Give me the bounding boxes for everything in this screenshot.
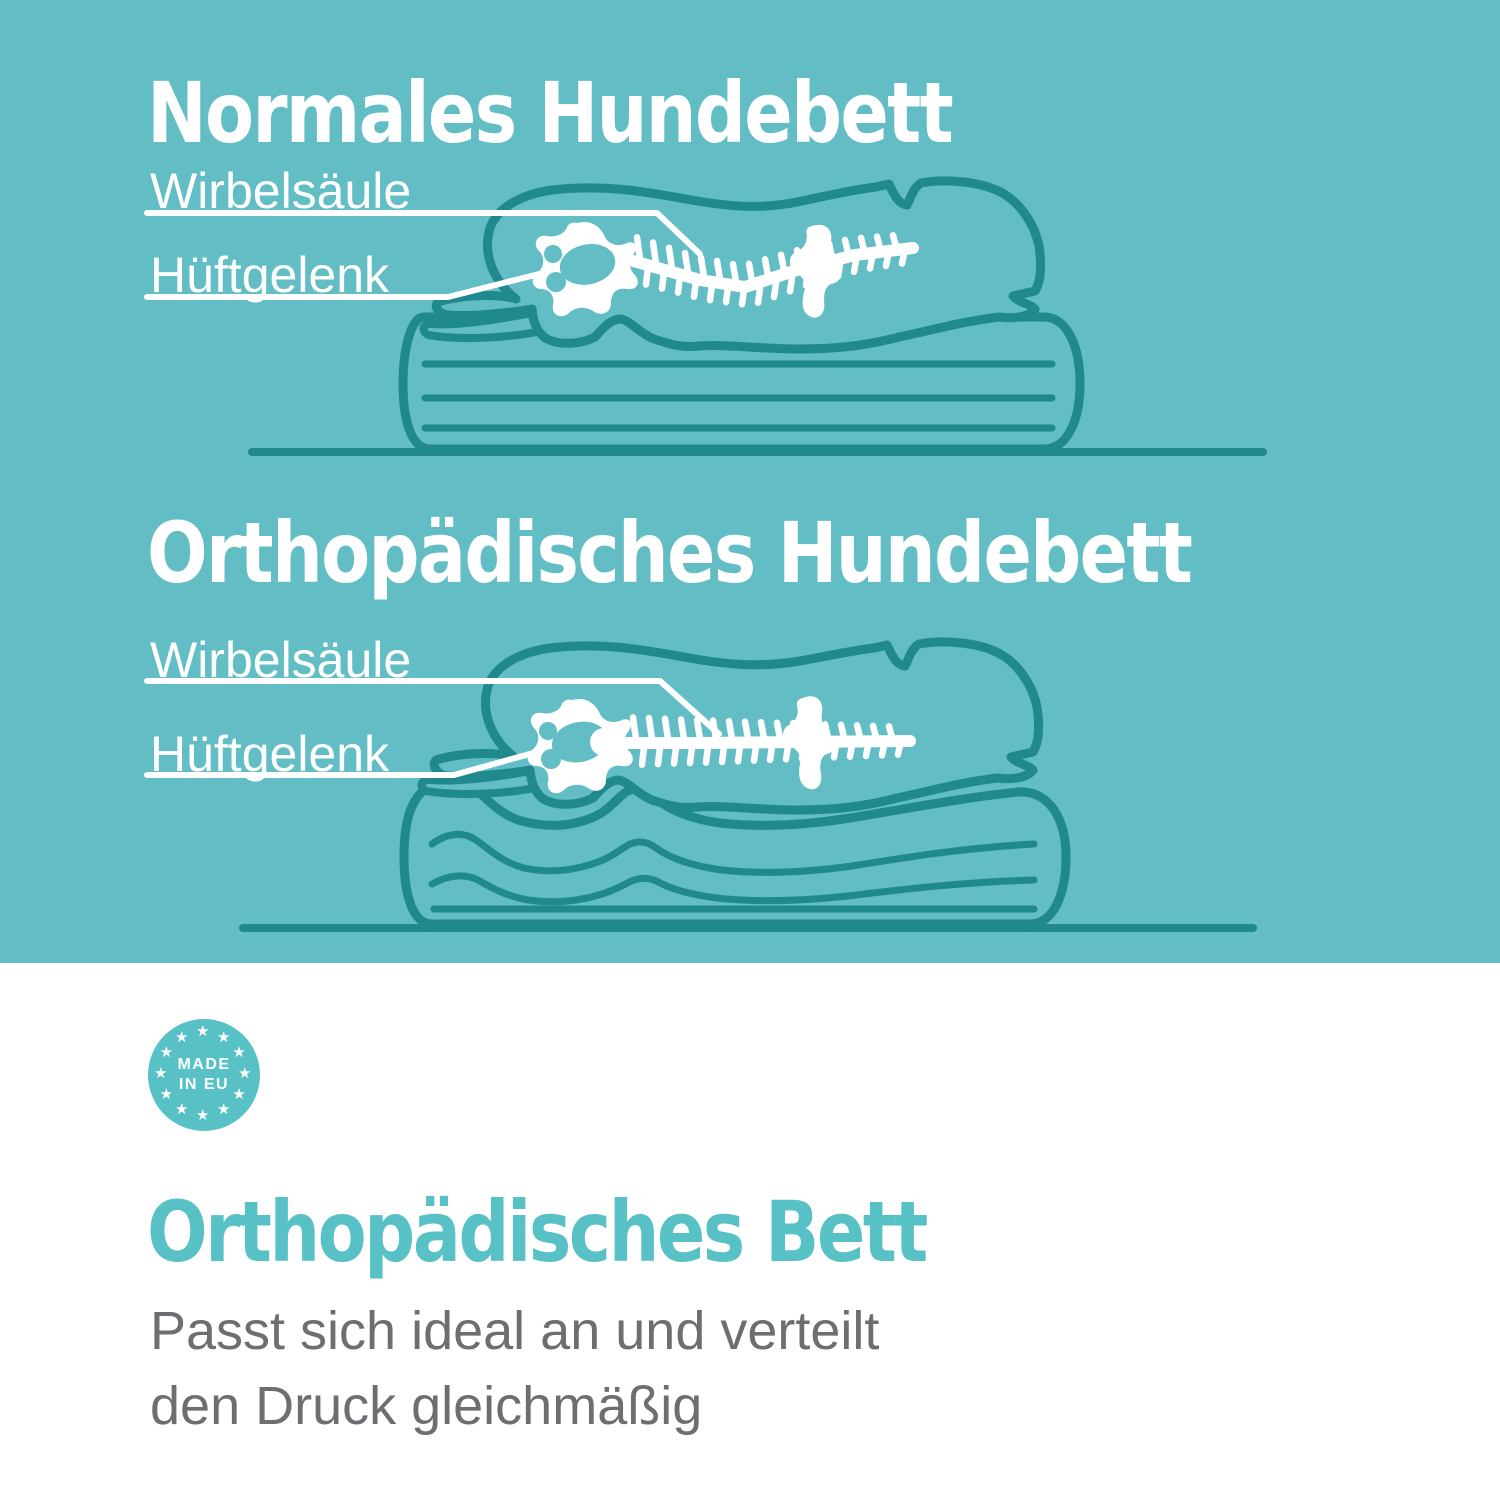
made-in-eu-text <box>148 1019 260 1131</box>
eu-star-icon: ★ <box>159 1043 174 1061</box>
hip-label: Hüftgelenk <box>150 726 390 782</box>
badge-line2: IN EU <box>178 1076 230 1093</box>
spine-label: Wirbelsäule <box>150 163 412 219</box>
spine-label: Wirbelsäule <box>150 632 412 688</box>
eu-star-icon: ★ <box>175 1027 189 1046</box>
eu-star-icon: ★ <box>238 1064 252 1082</box>
hip-label: Hüftgelenk <box>150 247 390 303</box>
eu-star-icon: ★ <box>196 1106 210 1124</box>
footer-description <box>150 1294 879 1444</box>
eu-star-icon: ★ <box>232 1085 246 1103</box>
badge-line1: MADE <box>177 1056 231 1073</box>
eu-star-icon: ★ <box>159 1085 174 1103</box>
eu-star-icon: ★ <box>196 1022 210 1040</box>
footer-description-line1: Passt sich ideal an und verteilt <box>150 1301 880 1361</box>
eu-star-icon: ★ <box>217 1100 231 1119</box>
made-in-eu-badge <box>148 1019 260 1131</box>
orthopedic-bed-title: Orthopädisches Hundebett <box>147 504 1192 602</box>
eu-star-icon: ★ <box>217 1027 231 1046</box>
footer-description-line2: den Druck gleichmäßig <box>150 1376 703 1436</box>
normal-bed-illustration <box>147 181 1263 452</box>
eu-star-icon: ★ <box>154 1064 168 1082</box>
normal-bed-title: Normales Hundebett <box>147 64 953 162</box>
eu-star-icon: ★ <box>175 1100 189 1119</box>
footer-heading: Orthopädisches Bett <box>147 1183 926 1281</box>
eu-star-icon: ★ <box>232 1043 246 1061</box>
